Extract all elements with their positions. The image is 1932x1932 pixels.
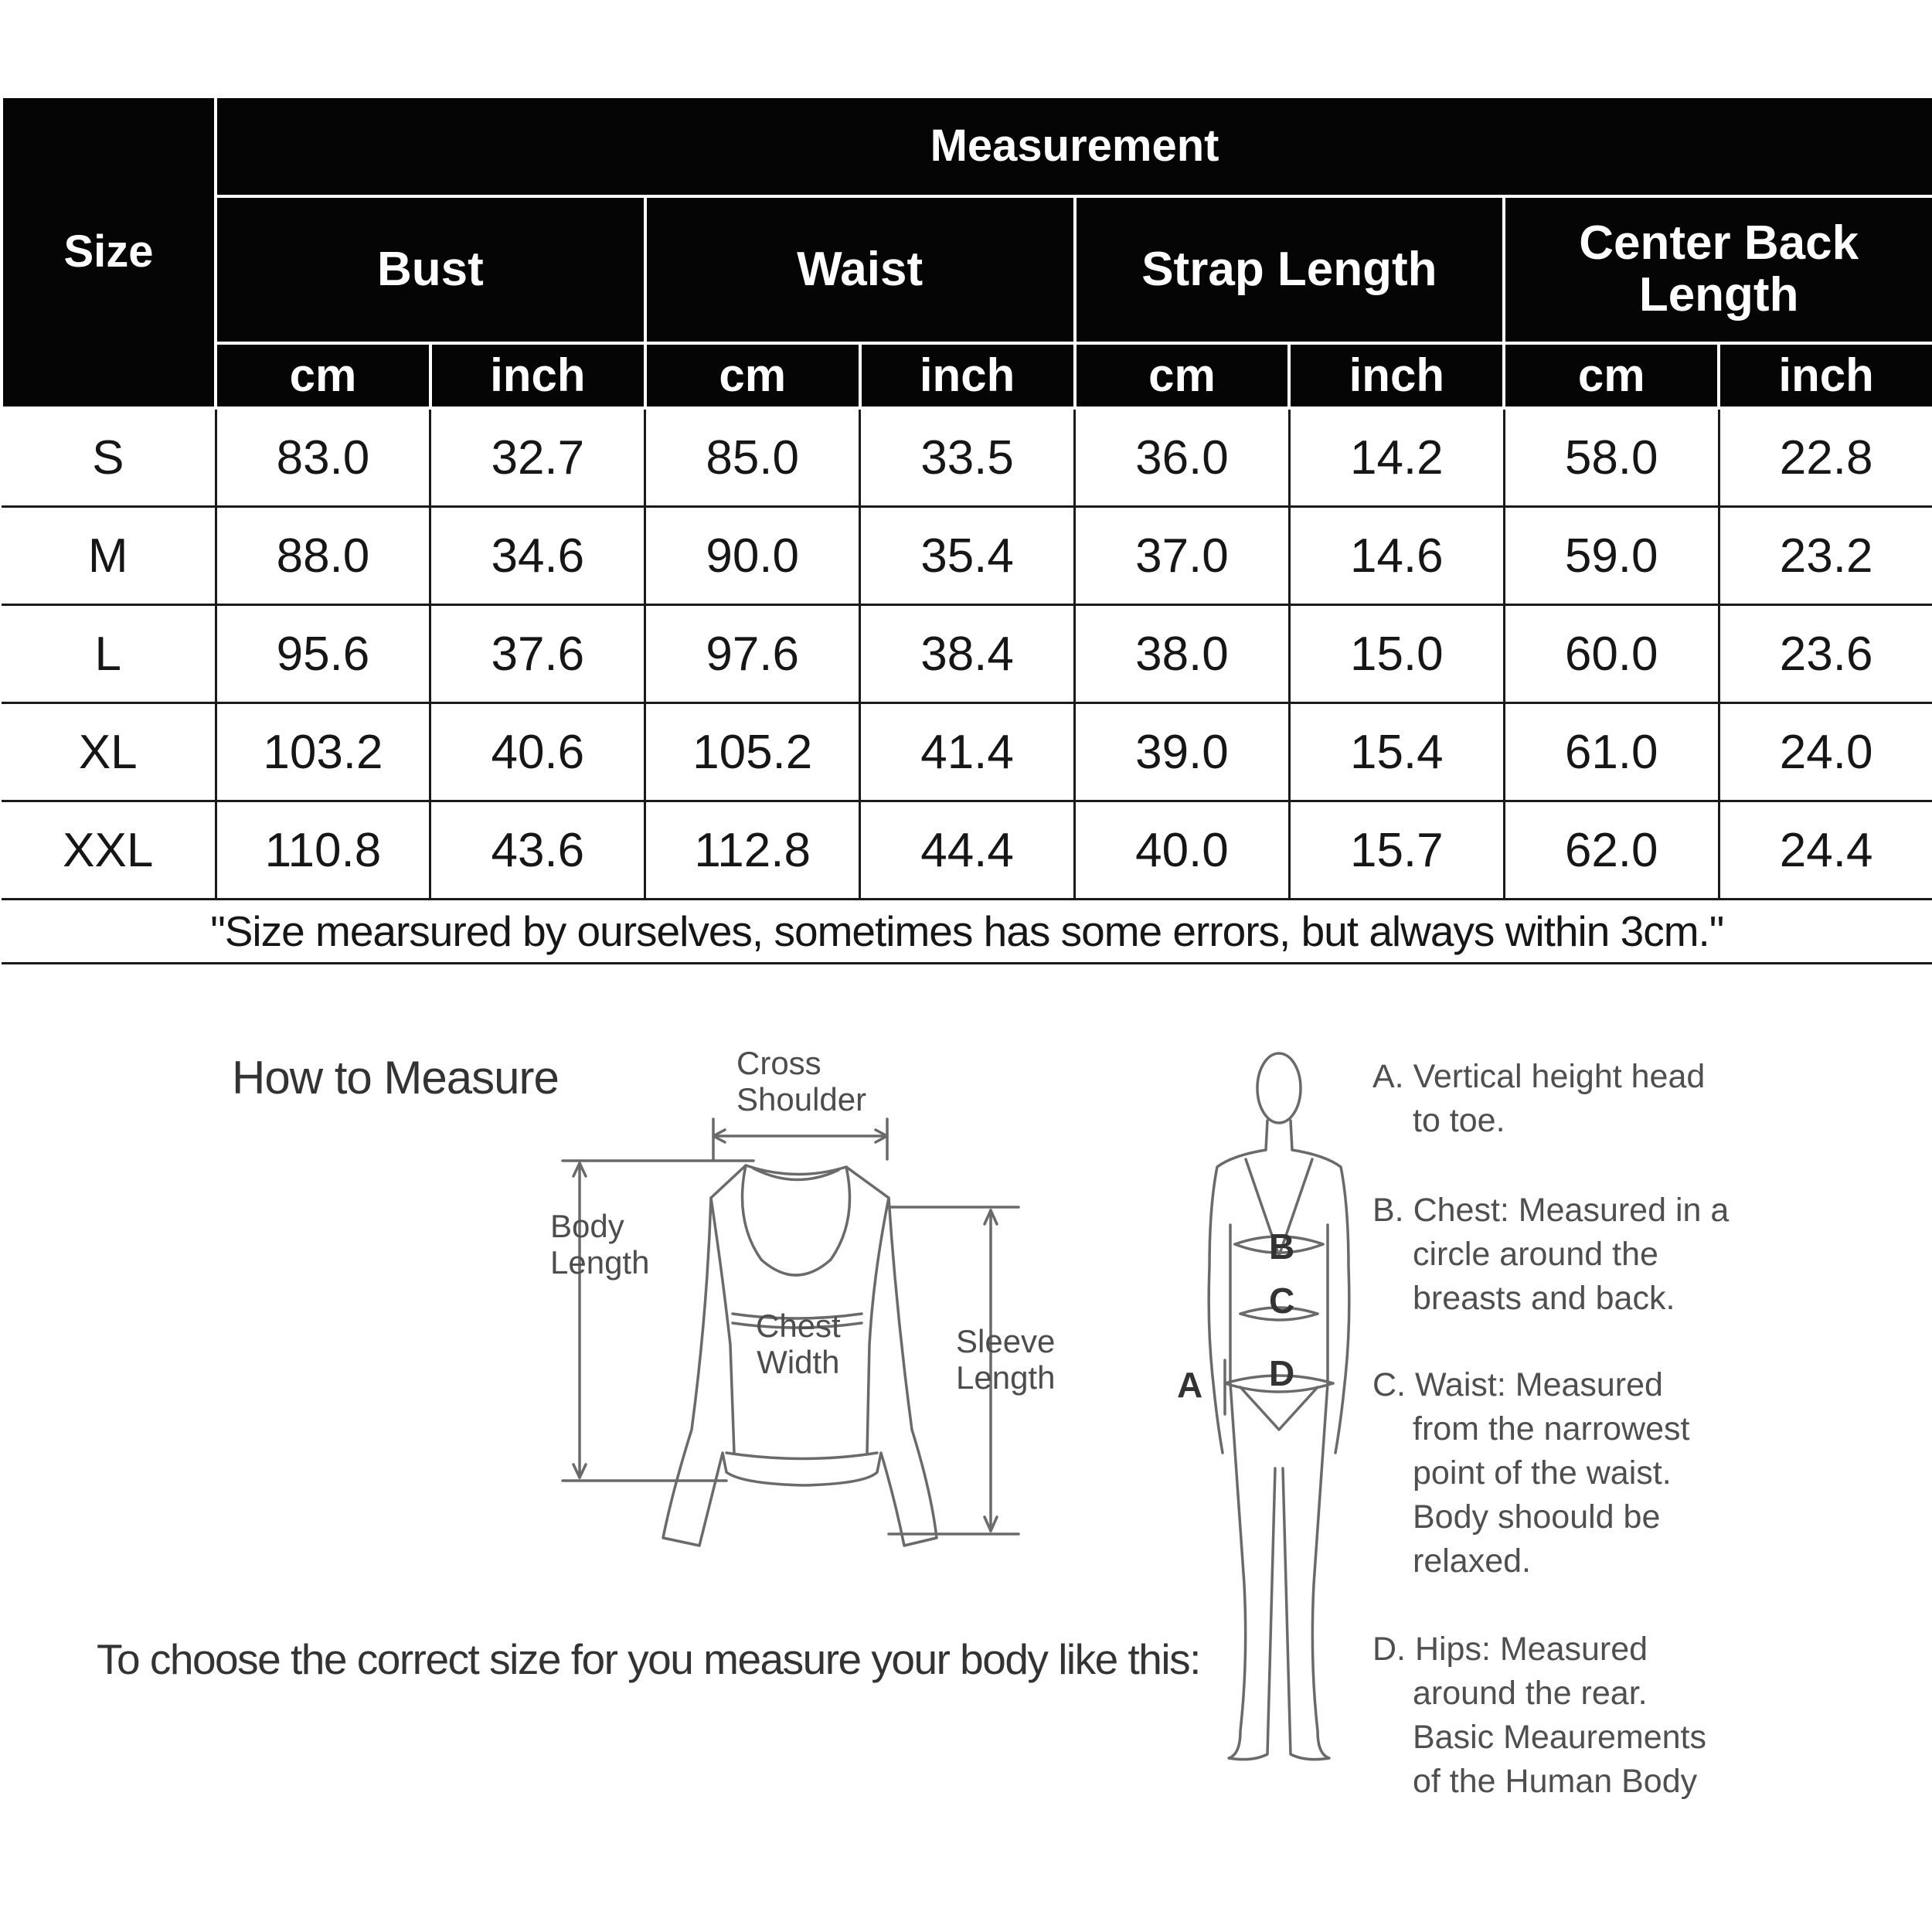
value-cell: 38.4	[860, 605, 1075, 703]
value-cell: 15.4	[1289, 703, 1504, 801]
body-letter-b: B	[1269, 1226, 1295, 1267]
value-cell: 61.0	[1504, 703, 1719, 801]
label-line: Length	[956, 1359, 1056, 1396]
value-cell: 22.8	[1719, 408, 1932, 507]
desc-line: breasts and back.	[1413, 1280, 1675, 1317]
size-cell: M	[2, 507, 216, 605]
human-figure-drawing	[1209, 1053, 1349, 1760]
value-cell: 38.0	[1075, 605, 1290, 703]
value-cell: 59.0	[1504, 507, 1719, 605]
bust-header: Bust	[216, 196, 645, 343]
unit-header: cm	[216, 343, 430, 408]
label-line: Body	[550, 1208, 624, 1244]
value-cell: 88.0	[216, 507, 430, 605]
unit-header: inch	[430, 343, 645, 408]
value-cell: 95.6	[216, 605, 430, 703]
label-line: Shoulder	[736, 1081, 867, 1117]
desc-line: B. Chest: Measured in a	[1372, 1192, 1730, 1229]
choose-size-instruction: To choose the correct size for you measure your body like this:	[97, 1635, 1200, 1683]
label-line: Width	[757, 1344, 840, 1380]
desc-line: around the rear.	[1413, 1675, 1648, 1712]
value-cell: 105.2	[645, 703, 860, 801]
body-letter-a: A	[1177, 1365, 1203, 1405]
body-letter-d: D	[1269, 1353, 1295, 1393]
unit-header: cm	[645, 343, 860, 408]
desc-line: C. Waist: Measured	[1372, 1366, 1663, 1403]
value-cell: 36.0	[1075, 408, 1290, 507]
waist-header: Waist	[645, 196, 1075, 343]
value-cell: 37.0	[1075, 507, 1290, 605]
value-cell: 85.0	[645, 408, 860, 507]
size-cell: S	[2, 408, 216, 507]
value-cell: 15.0	[1289, 605, 1504, 703]
desc-line: relaxed.	[1413, 1543, 1531, 1580]
desc-line: to toe.	[1413, 1102, 1505, 1139]
value-cell: 14.6	[1289, 507, 1504, 605]
value-cell: 34.6	[430, 507, 645, 605]
value-cell: 24.0	[1719, 703, 1932, 801]
value-cell: 83.0	[216, 408, 430, 507]
size-header: Size	[2, 97, 216, 408]
unit-header: inch	[860, 343, 1075, 408]
value-cell: 14.2	[1289, 408, 1504, 507]
size-cell: L	[2, 605, 216, 703]
value-cell: 39.0	[1075, 703, 1290, 801]
unit-header: inch	[1289, 343, 1504, 408]
value-cell: 97.6	[645, 605, 860, 703]
desc-line: Basic Meaurements	[1413, 1719, 1706, 1756]
size-cell: XXL	[2, 801, 216, 900]
value-cell: 112.8	[645, 801, 860, 900]
value-cell: 103.2	[216, 703, 430, 801]
value-cell: 43.6	[430, 801, 645, 900]
value-cell: 40.6	[430, 703, 645, 801]
value-cell: 110.8	[216, 801, 430, 900]
label-line: Chest	[756, 1308, 841, 1344]
label-line: Length	[550, 1244, 650, 1281]
unit-header: cm	[1075, 343, 1290, 408]
cross-shoulder-arrow	[713, 1119, 887, 1159]
desc-line: circle around the	[1413, 1236, 1658, 1273]
value-cell: 33.5	[860, 408, 1075, 507]
body-length-label	[550, 1208, 649, 1281]
value-cell: 90.0	[645, 507, 860, 605]
chest-width-label	[756, 1308, 841, 1380]
cross-shoulder-label	[736, 1045, 866, 1117]
description-height	[1372, 1055, 1705, 1143]
value-cell: 23.6	[1719, 605, 1932, 703]
body-letter-c: C	[1269, 1281, 1295, 1321]
desc-line: Body shoould be	[1413, 1498, 1661, 1536]
value-cell: 32.7	[430, 408, 645, 507]
measurement-header: Measurement	[216, 97, 1932, 196]
value-cell: 35.4	[860, 507, 1075, 605]
value-cell: 62.0	[1504, 801, 1719, 900]
desc-line: from the narrowest	[1413, 1410, 1690, 1447]
value-cell: 58.0	[1504, 408, 1719, 507]
value-cell: 41.4	[860, 703, 1075, 801]
value-cell: 23.2	[1719, 507, 1932, 605]
unit-header: cm	[1504, 343, 1719, 408]
description-chest	[1372, 1189, 1729, 1321]
desc-line: D. Hips: Measured	[1372, 1631, 1648, 1668]
strap-length-header: Strap Length	[1075, 196, 1505, 343]
value-cell: 24.4	[1719, 801, 1932, 900]
value-cell: 60.0	[1504, 605, 1719, 703]
measurement-note: "Size mearsured by ourselves, sometimes has some errors, but always within 3cm."	[2, 900, 1932, 964]
sleeve-length-label	[956, 1323, 1055, 1396]
description-hips	[1372, 1628, 1706, 1804]
center-back-length-header: Center Back Length	[1504, 196, 1932, 343]
label-line: Sleeve	[956, 1323, 1056, 1359]
label-line: Cross	[736, 1045, 821, 1081]
description-waist	[1372, 1363, 1689, 1583]
value-cell: 44.4	[860, 801, 1075, 900]
value-cell: 15.7	[1289, 801, 1504, 900]
value-cell: 40.0	[1075, 801, 1290, 900]
desc-line: A. Vertical height head	[1372, 1058, 1706, 1095]
size-cell: XL	[2, 703, 216, 801]
desc-line: of the Human Body	[1413, 1763, 1698, 1800]
unit-header: inch	[1719, 343, 1932, 408]
desc-line: point of the waist.	[1413, 1454, 1672, 1492]
how-to-measure-title: How to Measure	[232, 1052, 559, 1104]
value-cell: 37.6	[430, 605, 645, 703]
